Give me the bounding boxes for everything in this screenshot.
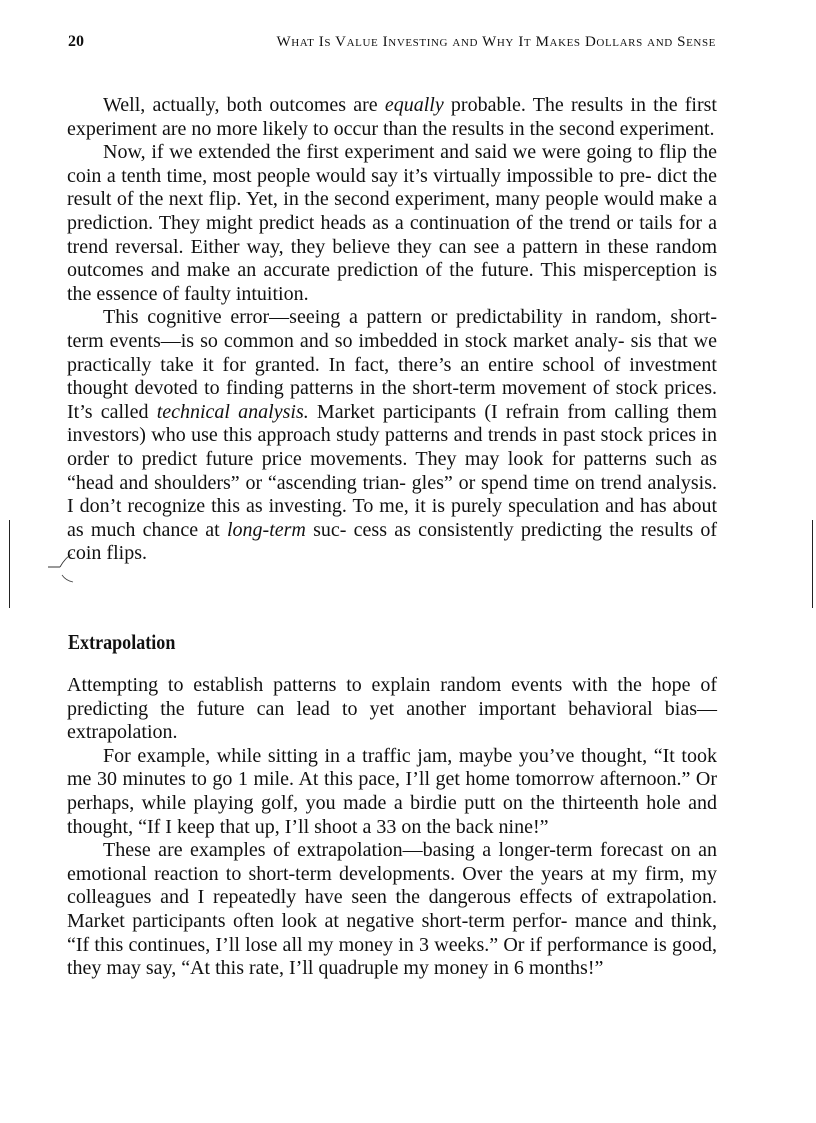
italic-text: long-term	[226, 518, 306, 541]
section-heading: Extrapolation	[68, 630, 176, 654]
page-header	[68, 33, 716, 55]
paragraph	[67, 674, 717, 745]
paragraph	[67, 839, 717, 981]
text-run: Attempting to establish patterns to explain random events with the hope of predicting the future can lead to yet another important behavioral bias—extrapolation.	[67, 674, 717, 744]
italic-text: technical analysis.	[156, 400, 309, 423]
body-text-part2	[67, 674, 717, 981]
paragraph	[67, 141, 717, 306]
text-run: Market participants (I refrain from calling them investors) who use this approach study patterns and trends in past stock prices in order to predict future price movements. They may look for patterns such as “head and shoulders” or “ascending trian- gles” or spend time on trend analysis. I don’t recognize this as investing. To me, it is purely speculation and has about as much chance at	[67, 400, 717, 541]
text-run: Now, if we extended the first experiment and said we were going to flip the coin a tenth time, most people would say it’s virtually impossible to pre- dict the result of the next flip. Yet, in the second experiment, many people would make a prediction. They might predict heads as a continuation of the trend or tails for a trend reversal. Either way, they believe they can see a pattern in these random outcomes and make an accurate prediction of the future. This misperception is the essence of faulty intuition.	[67, 141, 717, 305]
text-run: This cognitive error—seeing a pattern or predictability in random, short-term events—is so common and so imbedded in stock market analy- sis that we practically take it for granted. In fact, there’s an entire school of investment thought devoted to finding patterns in the short-term movement of stock prices. It’s called	[67, 306, 717, 423]
text-run: suc- cess as consistently predicting the results of coin flips.	[67, 518, 717, 565]
text-run: Well, actually, both outcomes are	[103, 94, 385, 116]
text-run: For example, while sitting in a traffic jam, maybe you’ve thought, “It took me 30 minutes to go 1 mile. At this pace, I’ll get home tomorrow afternoon.” Or perhaps, while playing golf, you made a birdie putt on the thirteenth hole and thought, “If I keep that up, I’ll shoot a 33 on the back nine!”	[67, 744, 717, 838]
running-head: What Is Value Investing and Why It Makes Dollars and Sense	[276, 34, 716, 50]
paragraph	[67, 306, 717, 566]
page-number: 20	[68, 33, 84, 50]
paragraph	[67, 745, 717, 839]
text-run: probable. The results in the first experiment are no more likely to occur than the results in the second experiment.	[67, 94, 717, 140]
crop-mark-right	[812, 520, 813, 608]
body-text-part1	[67, 94, 717, 566]
crop-mark-left	[9, 520, 10, 608]
italic-text: equally	[384, 94, 444, 116]
paragraph	[67, 94, 717, 141]
text-run: These are examples of extrapolation—basing a longer-term forecast on an emotional reaction to short-term developments. Over the years at my firm, my colleagues and I repeatedly have seen the dangerous effects of extrapolation. Market participants often look at negative short-term perfor- mance and think, “If this continues, I’ll lose all my money in 3 weeks.” Or if performance is good, they may say, “At this rate, I’ll quadruple my money in 6 months!”	[67, 839, 717, 980]
